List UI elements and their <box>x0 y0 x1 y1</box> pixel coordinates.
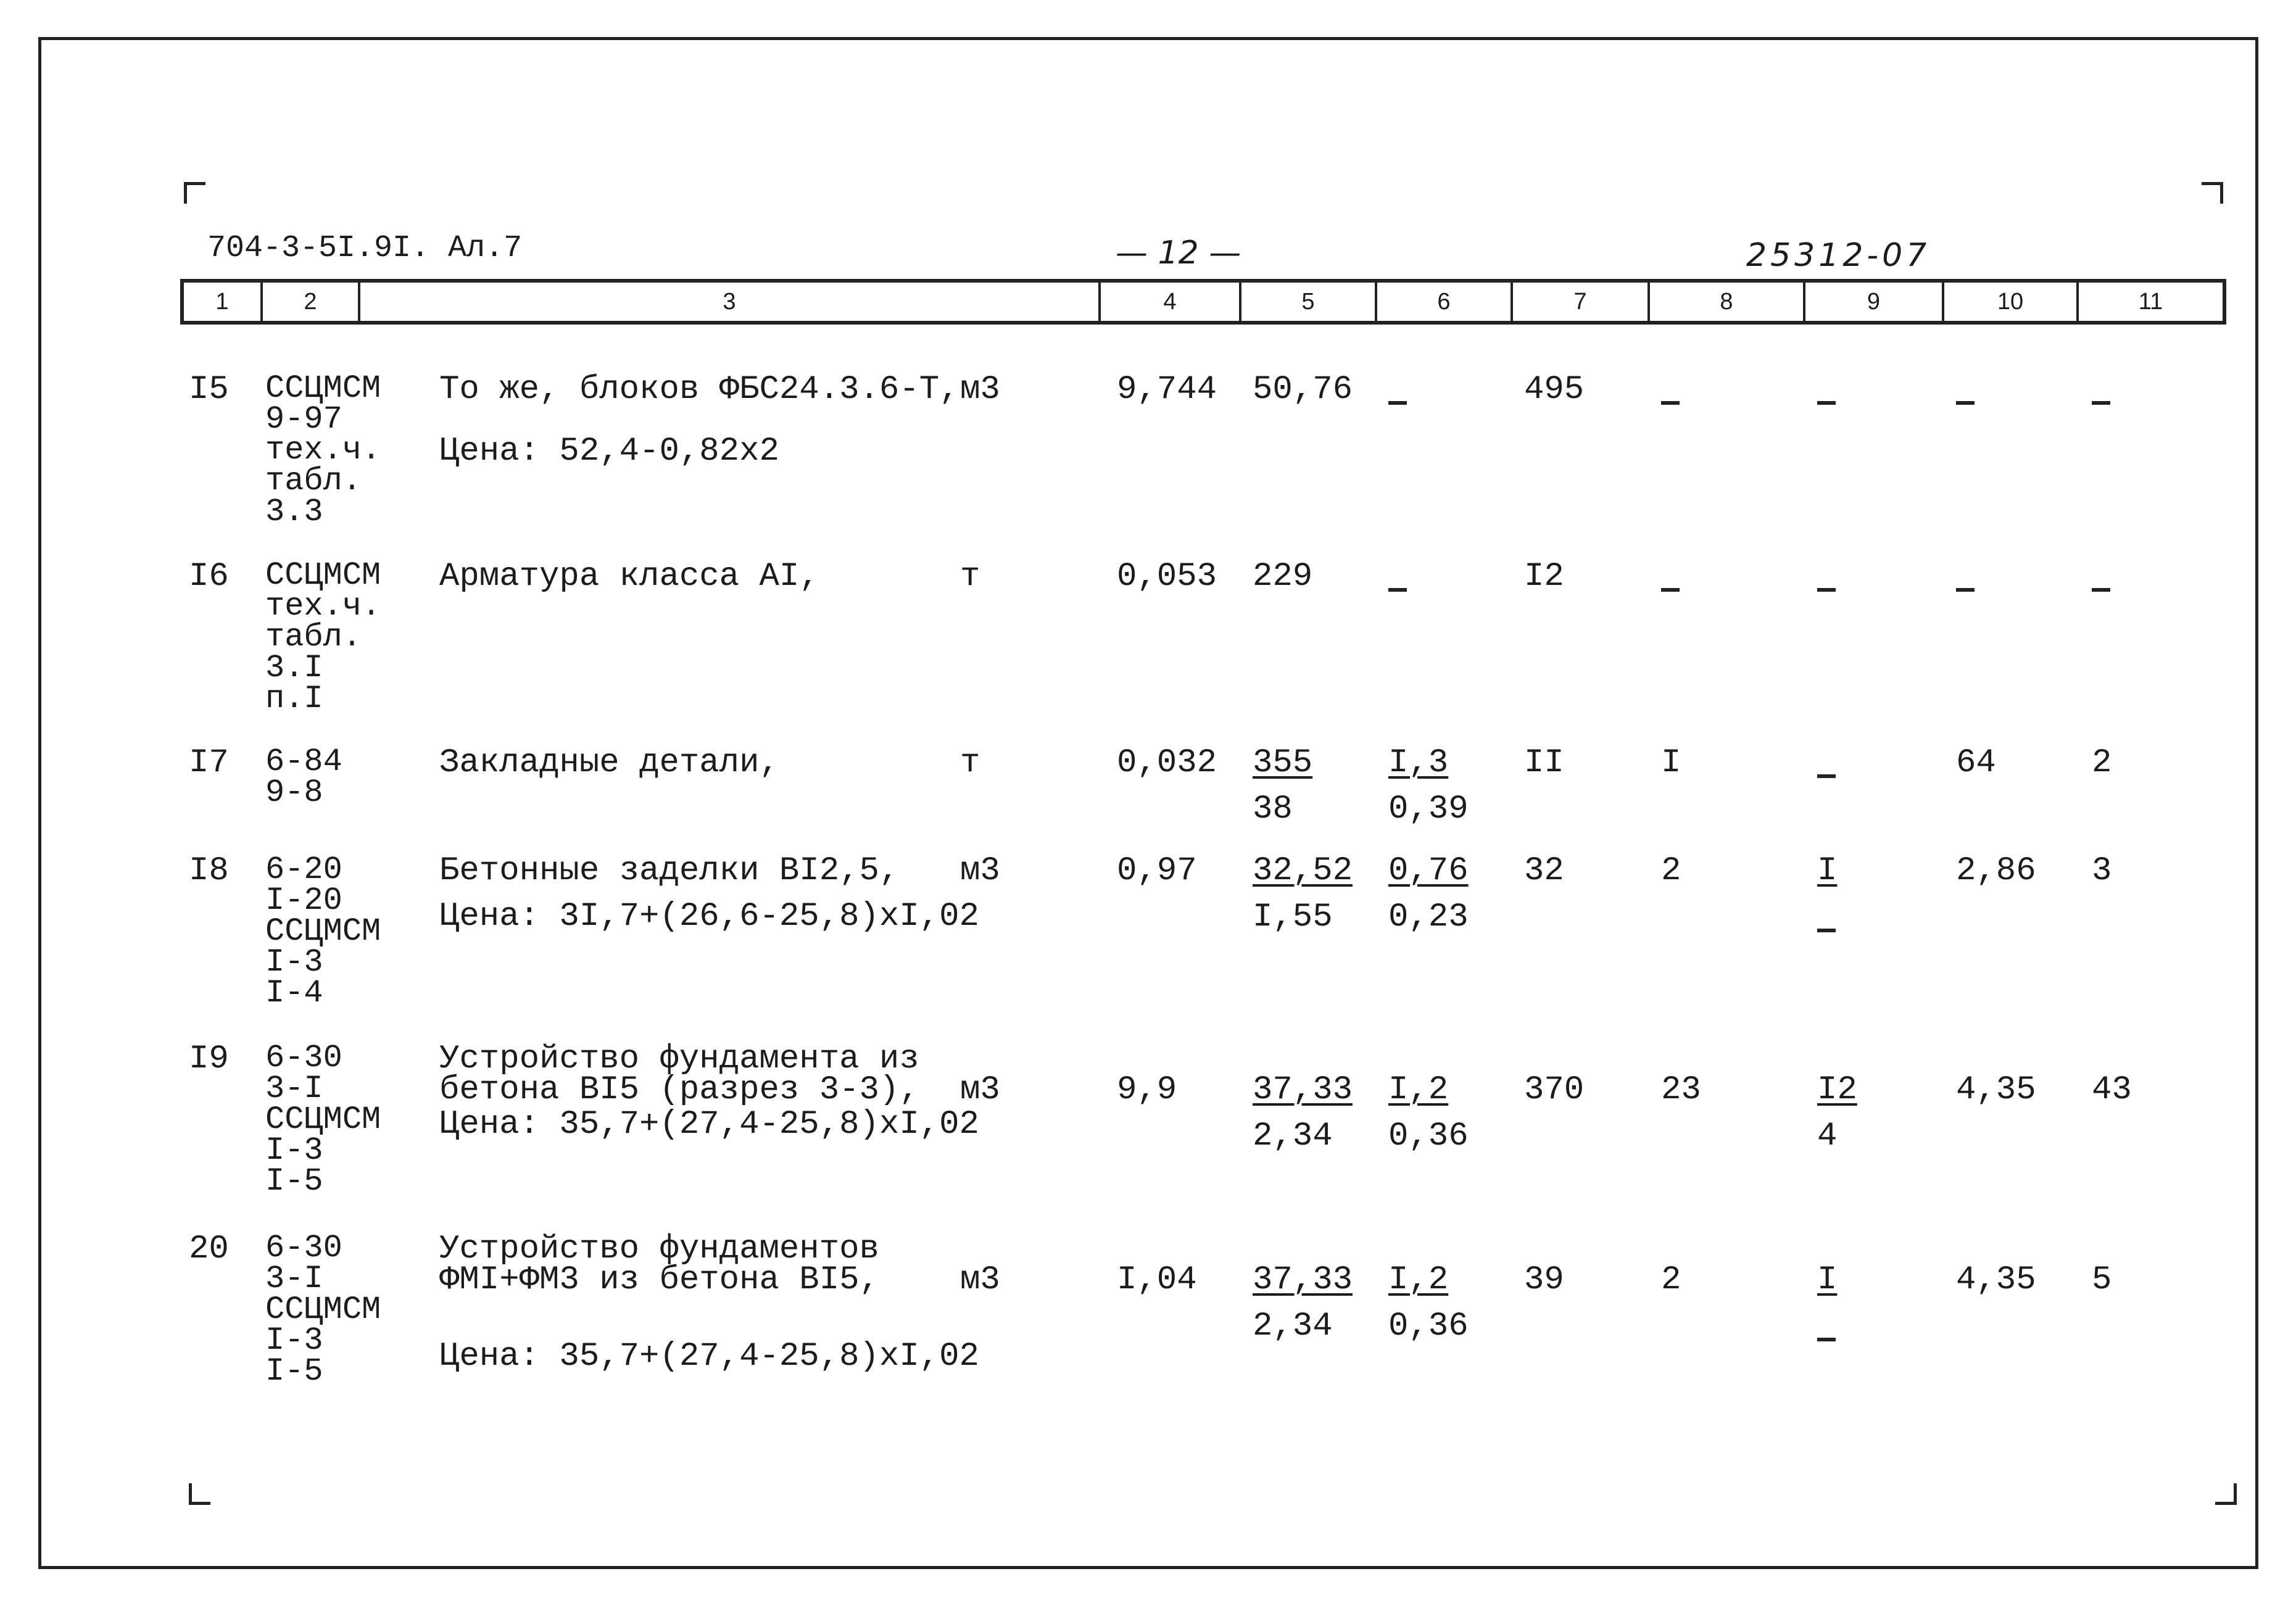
unit-cost-total: 229 <box>1253 558 1313 595</box>
column-header-row <box>180 279 2226 325</box>
row-number: I6 <box>189 558 229 595</box>
total-wages: 23 <box>1661 1071 1701 1109</box>
total-machines: I2 <box>1817 1071 1857 1109</box>
work-description-line2: ФМI+ФМ3 из бетона ВI5, <box>439 1261 879 1299</box>
unit-cost-total: 355 <box>1253 744 1313 782</box>
labor-total <box>2092 574 2110 607</box>
norm-reference: 6-30 3-I ССЦМСМ I-3 I-5 <box>265 1040 381 1199</box>
unit-cost-machines <box>1388 574 1407 607</box>
total-wages <box>1661 387 1680 420</box>
price-formula: Цена: 52,4-0,82x2 <box>439 433 779 470</box>
labor-total: 5 <box>2092 1261 2112 1299</box>
row-number: I8 <box>189 852 229 890</box>
document-code: 25312-07 <box>1746 237 1931 274</box>
dash-mark <box>2092 588 2110 592</box>
corner-mark-top-right <box>2202 182 2223 204</box>
unit-cost-machines <box>1388 387 1407 420</box>
total-wages: 2 <box>1661 1261 1681 1299</box>
dash-mark <box>1956 588 1975 592</box>
labor-per-unit: 4,35 <box>1956 1261 2036 1299</box>
work-description: Бетонные заделки ВI2,5, <box>439 852 900 890</box>
norm-reference: 6-84 9-8 <box>265 744 342 811</box>
unit-of-measure: м3 <box>960 852 1000 890</box>
unit-cost-total: 37,33 <box>1253 1071 1353 1109</box>
column-header-7: 7 <box>1513 283 1650 321</box>
unit-cost-wages: 2,34 <box>1253 1117 1333 1155</box>
unit-of-measure: м3 <box>960 371 1000 408</box>
column-header-9: 9 <box>1805 283 1944 321</box>
column-header-8: 8 <box>1650 283 1805 321</box>
unit-cost-wages: 38 <box>1253 790 1293 828</box>
work-description: Устройство фундаментов <box>439 1230 879 1268</box>
unit-cost-machines: I,2 <box>1388 1071 1449 1109</box>
unit-cost-total: 37,33 <box>1253 1261 1353 1299</box>
unit-cost-machine-wages: 0,36 <box>1388 1307 1469 1345</box>
unit-cost-total: 50,76 <box>1253 371 1353 408</box>
dash-mark <box>1661 401 1680 405</box>
unit-cost-machines: I,2 <box>1388 1261 1449 1299</box>
column-header-5: 5 <box>1241 283 1377 321</box>
corner-mark-bottom-right <box>2215 1483 2237 1505</box>
labor-total: 43 <box>2092 1071 2132 1109</box>
norm-reference: ССЦМСМ 9-97 тех.ч. табл. 3.3 <box>265 370 381 530</box>
labor-per-unit <box>1956 387 1975 420</box>
unit-of-measure: т <box>960 558 980 595</box>
labor-per-unit: 64 <box>1956 744 1996 782</box>
total-cost: 495 <box>1524 371 1585 408</box>
total-machines <box>1817 760 1836 793</box>
total-machines <box>1817 387 1836 420</box>
total-cost: 39 <box>1524 1261 1564 1299</box>
unit-cost-machines: I,3 <box>1388 744 1449 782</box>
price-formula: Цена: 35,7+(27,4-25,8)xI,02 <box>439 1106 979 1143</box>
dash-mark <box>1817 774 1836 778</box>
dash-mark <box>1817 1338 1836 1341</box>
dash-mark <box>1956 401 1975 405</box>
work-description: Устройство фундамента из <box>439 1040 919 1078</box>
column-header-4: 4 <box>1101 283 1241 321</box>
labor-per-unit <box>1956 574 1975 607</box>
dash-mark <box>1817 588 1836 592</box>
corner-mark-top-left <box>184 182 205 204</box>
norm-reference: ССЦМСМ тех.ч. табл. 3.I п.I <box>265 557 381 717</box>
work-description: Арматура класса АI, <box>439 558 819 595</box>
row-number: I7 <box>189 744 229 782</box>
dash-mark <box>1388 401 1407 405</box>
labor-total: 3 <box>2092 852 2112 890</box>
row-number: I5 <box>189 371 229 408</box>
total-wages: 2 <box>1661 852 1681 890</box>
labor-total <box>2092 387 2110 420</box>
total-cost: 32 <box>1524 852 1564 890</box>
labor-total: 2 <box>2092 744 2112 782</box>
total-machine-wages: 4 <box>1817 1117 1838 1155</box>
unit-of-measure: т <box>960 744 980 782</box>
unit-cost-wages: I,55 <box>1253 898 1333 936</box>
norm-reference: 6-30 3-I ССЦМСМ I-3 I-5 <box>265 1230 381 1390</box>
column-header-1: 1 <box>184 283 263 321</box>
column-header-3: 3 <box>360 283 1101 321</box>
column-header-6: 6 <box>1377 283 1513 321</box>
work-description: То же, блоков ФБС24.3.6-Т, <box>439 371 959 408</box>
document-reference: 704-3-5I.9I. Ал.7 <box>207 231 523 266</box>
work-description-line2: бетона ВI5 (разрез 3-3), <box>439 1071 919 1109</box>
unit-of-measure: м3 <box>960 1071 1000 1109</box>
dash-mark <box>1817 929 1836 932</box>
total-machines <box>1817 574 1836 607</box>
unit-cost-machine-wages: 0,36 <box>1388 1117 1469 1155</box>
quantity: 0,053 <box>1117 558 1217 595</box>
price-formula: Цена: 35,7+(27,4-25,8)xI,02 <box>439 1338 979 1375</box>
quantity: 9,744 <box>1117 371 1217 408</box>
quantity: 0,032 <box>1117 744 1217 782</box>
column-header-11: 11 <box>2138 288 2163 315</box>
total-cost: II <box>1524 744 1564 782</box>
total-cost: 370 <box>1524 1071 1585 1109</box>
unit-cost-machine-wages: 0,23 <box>1388 898 1469 936</box>
total-cost: I2 <box>1524 558 1564 595</box>
dash-mark <box>1388 588 1407 592</box>
page-number: — 12 — <box>1116 234 1241 271</box>
row-number: 20 <box>189 1230 229 1268</box>
total-wages <box>1661 574 1680 607</box>
total-machine-wages <box>1817 1323 1836 1357</box>
total-machine-wages <box>1817 914 1836 948</box>
unit-cost-machine-wages: 0,39 <box>1388 790 1469 828</box>
column-header-10: 10 <box>1944 283 2079 321</box>
unit-cost-total: 32,52 <box>1253 852 1353 890</box>
row-number: I9 <box>189 1040 229 1078</box>
norm-reference: 6-20 I-20 ССЦМСМ I-3 I-4 <box>265 851 381 1011</box>
work-description: Закладные детали, <box>439 744 779 782</box>
total-machines: I <box>1817 1261 1838 1299</box>
unit-cost-machines: 0,76 <box>1388 852 1469 890</box>
labor-per-unit: 4,35 <box>1956 1071 2036 1109</box>
total-machines: I <box>1817 852 1838 890</box>
quantity: 0,97 <box>1117 852 1197 890</box>
price-formula: Цена: 3I,7+(26,6-25,8)xI,02 <box>439 898 979 935</box>
quantity: 9,9 <box>1117 1071 1177 1109</box>
column-header-2: 2 <box>263 283 360 321</box>
dash-mark <box>1817 401 1836 405</box>
dash-mark <box>2092 401 2110 405</box>
labor-per-unit: 2,86 <box>1956 852 2036 890</box>
dash-mark <box>1661 588 1680 592</box>
quantity: I,04 <box>1117 1261 1197 1299</box>
unit-of-measure: м3 <box>960 1261 1000 1299</box>
corner-mark-bottom-left <box>189 1483 210 1505</box>
total-wages: I <box>1661 744 1681 782</box>
unit-cost-wages: 2,34 <box>1253 1307 1333 1345</box>
